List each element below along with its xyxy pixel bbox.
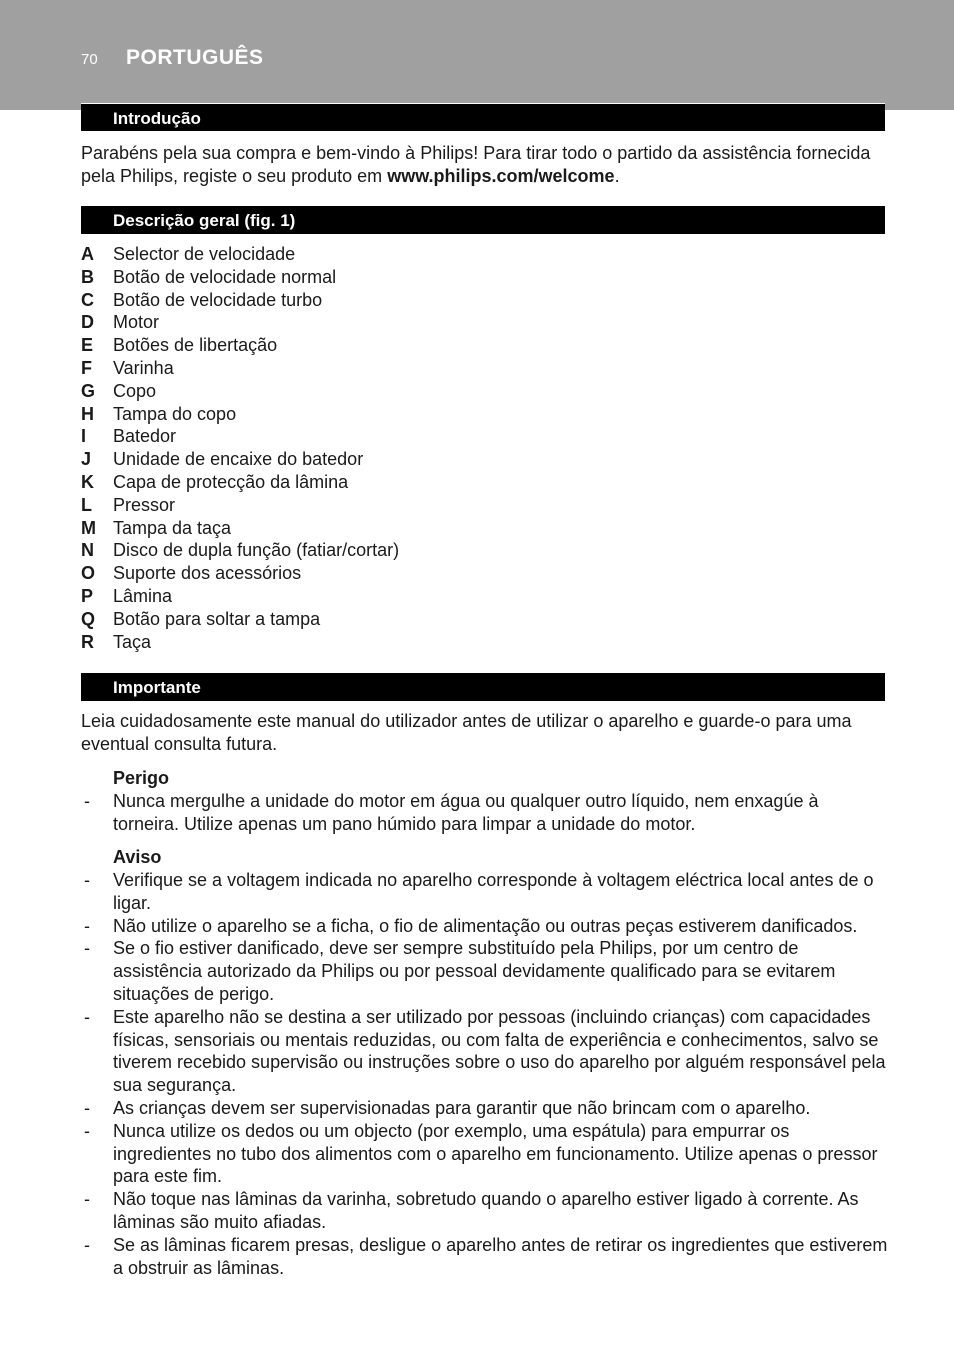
section-header-important: Importante <box>81 673 885 701</box>
warning-heading: Aviso <box>113 847 162 867</box>
bullet-text: As crianças devem ser supervisionadas para garantir que não brincam com o aparelho. <box>113 1097 811 1118</box>
part-item <box>81 539 399 562</box>
part-label: Botão de velocidade turbo <box>113 289 323 310</box>
part-letter: B <box>81 266 94 287</box>
bullet-dash: - <box>84 915 90 936</box>
bullet-item <box>81 869 889 915</box>
part-letter: O <box>81 563 96 584</box>
part-item <box>81 380 399 403</box>
part-letter: E <box>81 335 94 356</box>
intro-text-end: . <box>614 165 620 186</box>
intro-paragraph <box>81 142 891 188</box>
section-header-overview: Descrição geral (fig. 1) <box>81 206 885 234</box>
bullet-text: Verifique se a voltagem indicada no aparelho corresponde à voltagem eléctrica local antes de o ligar. <box>113 870 874 913</box>
page-header <box>0 0 954 110</box>
part-label: Disco de dupla função (fatiar/cortar) <box>113 540 400 561</box>
part-label: Botões de libertação <box>113 335 278 356</box>
bullet-dash: - <box>84 870 90 890</box>
section-header-intro: Introdução <box>81 103 885 131</box>
part-letter: P <box>81 585 94 606</box>
part-letter: N <box>81 540 94 561</box>
bullet-item <box>81 1234 889 1280</box>
bullet-item <box>81 790 889 836</box>
part-label: Botão de velocidade normal <box>113 266 337 287</box>
bullet-dash: - <box>84 1097 90 1118</box>
part-letter: H <box>81 403 94 424</box>
part-label: Batedor <box>113 426 177 447</box>
part-label: Botão para soltar a tampa <box>113 608 321 629</box>
bullet-text: Não toque nas lâminas da varinha, sobretudo quando o aparelho estiver ligado à corrente. As lâminas são muito afiadas. <box>113 1189 859 1232</box>
part-label: Suporte dos acessórios <box>113 563 302 584</box>
danger-heading: Perigo <box>113 768 170 788</box>
part-label: Pressor <box>113 494 176 515</box>
part-item <box>81 243 399 266</box>
danger-list <box>81 790 889 836</box>
part-label: Varinha <box>113 357 174 378</box>
bullet-text: Não utilize o aparelho se a ficha, o fio de alimentação ou outras peças estiverem danificados. <box>113 915 858 936</box>
part-item <box>81 448 399 471</box>
important-intro: Leia cuidadosamente este manual do utilizador antes de utilizar o aparelho e guarde-o para uma eventual consulta futura. <box>81 711 852 754</box>
part-letter: L <box>81 494 92 515</box>
welcome-link[interactable]: www.philips.com/welcome <box>387 165 615 186</box>
bullet-dash: - <box>84 1234 90 1255</box>
part-label: Tampa da taça <box>113 517 232 538</box>
part-letter: Q <box>81 608 96 629</box>
part-letter: K <box>81 471 94 492</box>
part-letter: G <box>81 380 96 401</box>
intro-text: Parabéns pela sua compra e bem-vindo à Philips! Para tirar todo o partido da assistência fornecida pela Philips, registe o seu produto em <box>81 143 871 186</box>
part-letter: J <box>81 449 92 470</box>
part-letter: A <box>81 244 94 264</box>
bullet-item <box>81 937 889 1005</box>
part-item <box>81 289 399 312</box>
part-item <box>81 311 399 334</box>
bullet-dash: - <box>84 938 90 959</box>
part-label: Tampa do copo <box>113 403 237 424</box>
language-title: PORTUGUÊS <box>126 46 264 69</box>
bullet-item <box>81 1006 889 1097</box>
bullet-text: Se as lâminas ficarem presas, desligue o aparelho antes de retirar os ingredientes que estiverem a obstruir as lâminas. <box>113 1234 888 1278</box>
part-item <box>81 334 399 357</box>
part-label: Capa de protecção da lâmina <box>113 471 349 492</box>
part-item <box>81 403 399 426</box>
part-item <box>81 562 399 585</box>
part-label: Motor <box>113 312 160 333</box>
part-letter: F <box>81 357 92 378</box>
bullet-item <box>81 915 889 938</box>
part-item <box>81 357 399 380</box>
bullet-dash: - <box>84 1006 90 1027</box>
bullet-text: Nunca utilize os dedos ou um objecto (por exemplo, uma espátula) para empurrar os ingredientes no tubo dos alimentos com o aparelho em funcionamento. Utilize apenas o pressor para este fim. <box>113 1120 878 1187</box>
part-label: Taça <box>113 631 152 652</box>
part-item <box>81 608 399 631</box>
bullet-item <box>81 1120 889 1188</box>
part-letter: C <box>81 289 94 310</box>
part-letter: D <box>81 312 94 333</box>
warning-list <box>81 869 889 1279</box>
part-item <box>81 471 399 494</box>
part-item <box>81 585 399 608</box>
part-item <box>81 425 399 448</box>
page-number: 70 <box>81 51 98 68</box>
bullet-text: Este aparelho não se destina a ser utilizado por pessoas (incluindo crianças) com capacidades físicas, sensoriais ou mentais reduzidas, ou com falta de experiência e conhecimentos, salvo se tiverem recebido supervisão ou instruções sobre o uso do aparelho por alguém responsável pela sua segurança. <box>113 1006 886 1096</box>
part-letter: I <box>81 426 87 447</box>
part-item <box>81 494 399 517</box>
bullet-item <box>81 1097 889 1120</box>
part-letter: R <box>81 631 94 652</box>
part-label: Selector de velocidade <box>113 244 296 264</box>
part-item <box>81 266 399 289</box>
bullet-item <box>81 1188 889 1234</box>
part-label: Lâmina <box>113 585 173 606</box>
part-letter: M <box>81 517 96 538</box>
bullet-dash: - <box>84 1189 90 1210</box>
part-item <box>81 517 399 540</box>
part-item <box>81 631 399 654</box>
bullet-dash: - <box>84 1120 90 1141</box>
bullet-dash: - <box>84 791 90 811</box>
part-label: Unidade de encaixe do batedor <box>113 449 364 470</box>
part-label: Copo <box>113 380 157 401</box>
parts-list <box>81 243 399 653</box>
bullet-text: Se o fio estiver danificado, deve ser sempre substituído pela Philips, por um centro de assistência autorizado da Philips ou por pessoal devidamente qualificado para se evitarem situações de perigo. <box>113 938 836 1004</box>
bullet-text: Nunca mergulhe a unidade do motor em água ou qualquer outro líquido, nem enxagúe à torneira. Utilize apenas um pano húmido para limpar a unidade do motor. <box>113 791 819 834</box>
